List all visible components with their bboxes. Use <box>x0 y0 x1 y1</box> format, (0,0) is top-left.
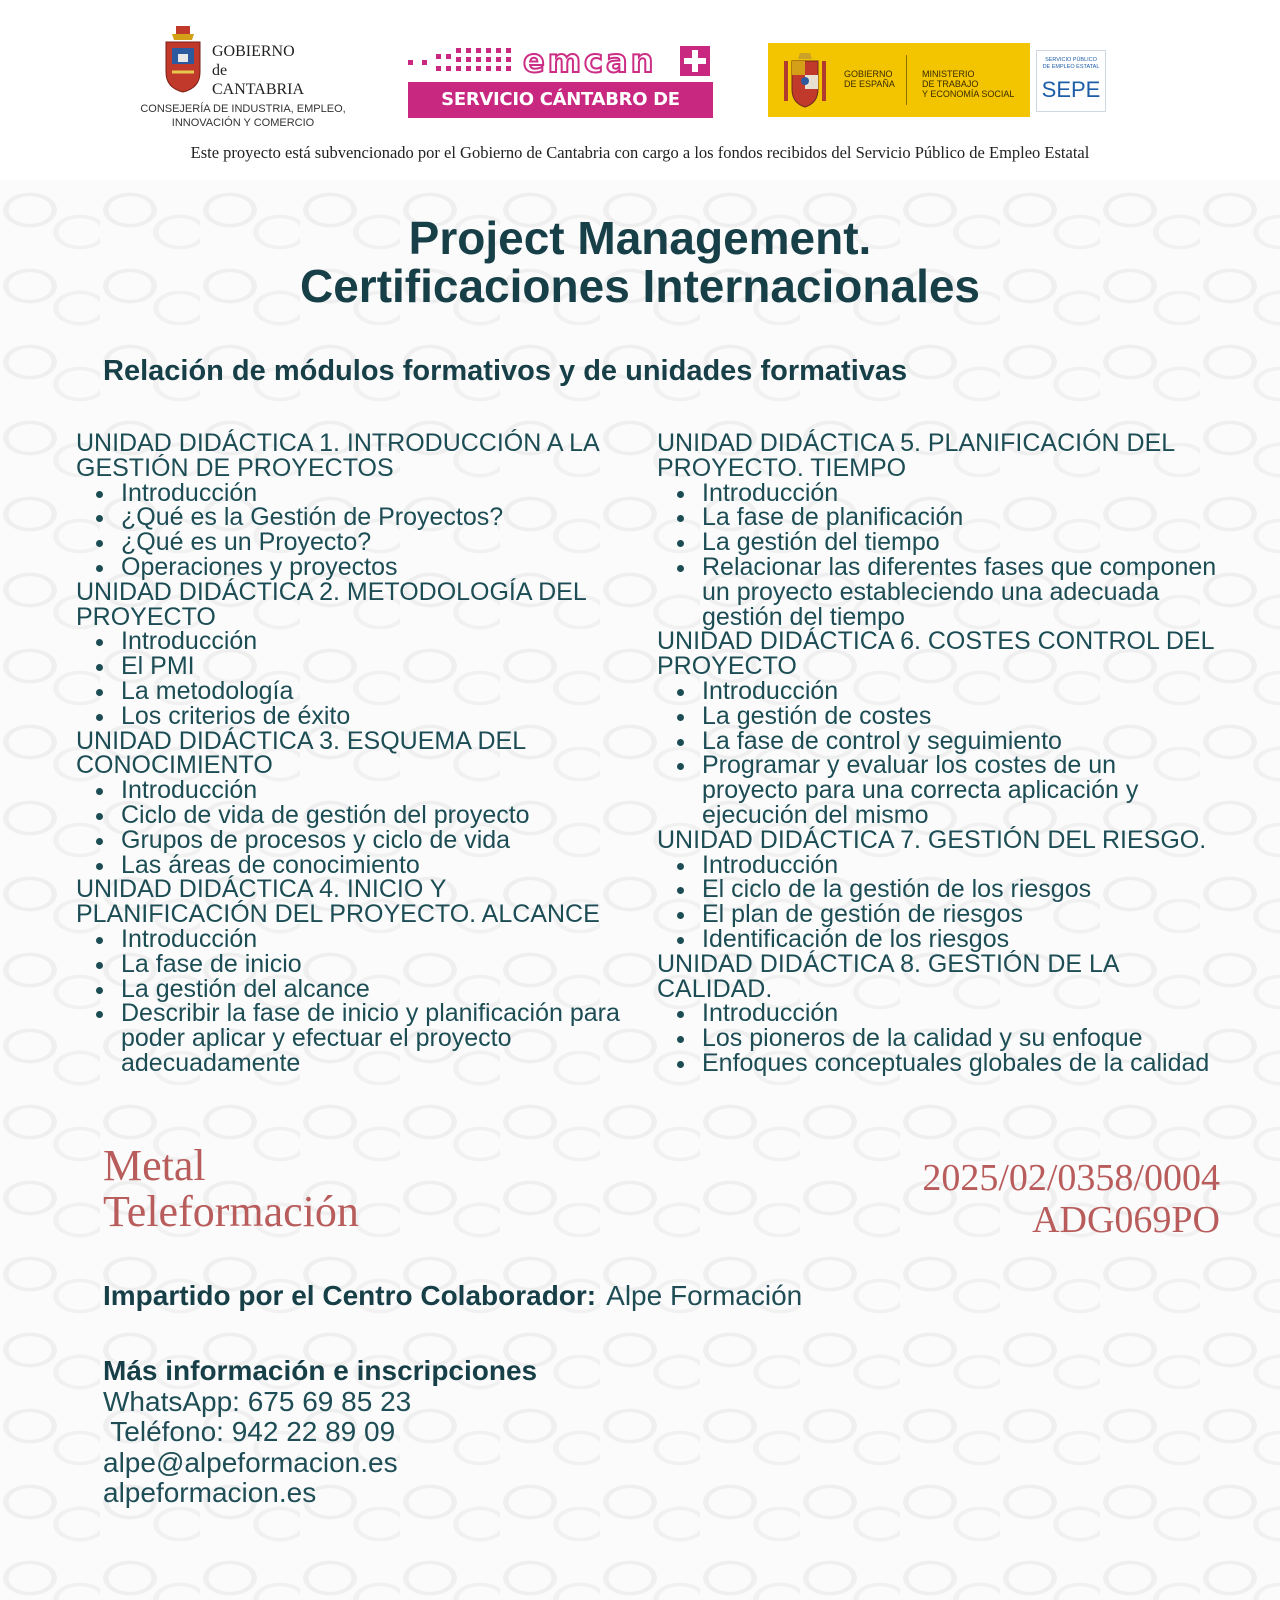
list-item <box>121 478 636 507</box>
unit-topic-list <box>657 850 1217 953</box>
bullet-icon <box>96 788 103 795</box>
bullet-icon <box>677 515 684 522</box>
bullet-icon <box>96 689 103 696</box>
logo-divider <box>906 55 907 105</box>
list-item <box>702 902 1217 927</box>
course-code: ADG069PO <box>1032 1199 1220 1241</box>
bullet-icon <box>677 1036 684 1043</box>
unit-topic-list <box>657 1001 1217 1075</box>
cantabria-shield-icon <box>164 26 202 94</box>
list-item <box>121 654 636 679</box>
list-item-text: ¿Qué es la Gestión de Proyectos? <box>121 503 504 532</box>
list-item <box>121 825 636 854</box>
list-item-text: La gestión del tiempo <box>702 528 940 557</box>
list-item-text: Operaciones y proyectos <box>121 552 398 581</box>
gobierno-cantabria-logo <box>128 22 358 130</box>
unit-block <box>76 431 636 580</box>
list-item-text: La gestión de costes <box>702 701 932 730</box>
unit-title: UNIDAD DIDÁCTICA 3. ESQUEMA DEL CONOCIMIENTO <box>76 726 526 780</box>
course-title <box>0 214 1280 310</box>
list-item-text: El PMI <box>121 652 195 681</box>
emcan-service-name: SERVICIO CÁNTABRO DE EMPLEO <box>408 82 713 118</box>
list-item-text: Programar y evaluar los costes de un proyecto para una correcta aplicación y ejecución del mismo <box>702 751 1139 829</box>
bullet-icon <box>677 937 684 944</box>
list-item-text: Introducción <box>121 478 258 507</box>
list-item-text: Relacionar las diferentes fases que componen un proyecto estableciendo una adecuada gestión del tiempo <box>702 552 1217 631</box>
list-item <box>121 505 636 530</box>
gobierno-line-3: CANTABRIA <box>212 81 305 98</box>
course-title-line-1: Project Management. <box>408 212 872 264</box>
list-item <box>702 676 1217 705</box>
list-item <box>702 1026 1217 1051</box>
list-item-text: Enfoques conceptuales globales de la calidad <box>702 1048 1210 1077</box>
bullet-icon <box>96 491 103 498</box>
bullet-icon <box>677 714 684 721</box>
unit-title: UNIDAD DIDÁCTICA 8. GESTIÓN DE LA CALIDAD. <box>657 949 1119 1003</box>
list-item-text: Introducción <box>121 924 258 953</box>
course-title-line-2: Certificaciones Internacionales <box>299 260 981 312</box>
bullet-icon <box>96 1011 103 1018</box>
unit-title: UNIDAD DIDÁCTICA 4. INICIO Y PLANIFICACIÓN DEL PROYECTO. ALCANCE <box>76 875 600 929</box>
unit-block <box>657 825 1217 953</box>
list-item <box>121 701 636 730</box>
list-item-text: La gestión del alcance <box>121 974 370 1003</box>
phone-contact[interactable]: Teléfono: 942 22 89 09 <box>103 1416 396 1447</box>
consejeria-line-2: INNOVACIÓN Y COMERCIO <box>171 117 315 129</box>
contact-heading: Más información e inscripciones <box>103 1355 538 1386</box>
gobierno-cantabria-name <box>212 42 304 99</box>
list-item <box>702 701 1217 730</box>
list-item <box>702 505 1217 530</box>
provider-label: Impartido por el Centro Colaborador: <box>103 1280 597 1311</box>
list-item-text: La metodología <box>121 676 294 705</box>
sepe-subtitle <box>1041 57 1101 71</box>
ministerio-line-2: DE TRABAJO <box>922 79 979 89</box>
list-item-text: Introducción <box>702 676 839 705</box>
bullet-icon <box>96 714 103 721</box>
list-item <box>121 1001 636 1075</box>
bullet-icon <box>677 739 684 746</box>
list-item-text: La fase de control y seguimiento <box>702 726 1062 755</box>
list-item-text: Introducción <box>702 850 839 879</box>
sepe-small-line-2: DE EMPLEO ESTATAL <box>1042 64 1100 70</box>
list-item <box>702 1048 1217 1077</box>
unit-block <box>657 629 1217 827</box>
unit-title: UNIDAD DIDÁCTICA 1. INTRODUCCIÓN A LA GESTIÓN DE PROYECTOS <box>76 429 599 482</box>
list-item-text: Los pioneros de la calidad y su enfoque <box>702 1024 1143 1053</box>
unit-title: UNIDAD DIDÁCTICA 7. GESTIÓN DEL RIESGO. <box>657 825 1207 854</box>
gobierno-espana-text <box>844 69 895 89</box>
consejeria-text <box>128 102 358 130</box>
list-item <box>121 974 636 1003</box>
list-item-text: La fase de planificación <box>702 503 964 532</box>
list-item-text: Introducción <box>702 478 839 507</box>
list-item <box>702 726 1217 755</box>
list-item <box>702 530 1217 555</box>
bullet-icon <box>96 863 103 870</box>
whatsapp-contact[interactable]: WhatsApp: 675 69 85 23 <box>103 1385 412 1417</box>
spain-coat-of-arms-icon <box>780 51 830 109</box>
contact-block <box>103 1356 537 1509</box>
list-item <box>702 1001 1217 1026</box>
bullet-icon <box>677 540 684 547</box>
list-item-text: Describir la fase de inicio y planificación para poder aplicar y efectuar el proyecto adecuadamente <box>121 999 620 1077</box>
bullet-icon <box>96 639 103 646</box>
list-item-text: El ciclo de la gestión de los riesgos <box>702 875 1092 904</box>
gobierno-line-1: GOBIERNO <box>212 43 295 60</box>
consejeria-line-1: CONSEJERÍA DE INDUSTRIA, EMPLEO, <box>140 103 346 115</box>
emcan-plus-icon <box>680 46 710 76</box>
provider-line <box>103 1280 802 1312</box>
gobierno-espana-logo <box>768 43 1030 117</box>
bullet-icon <box>96 937 103 944</box>
unit-block <box>76 577 636 730</box>
sepe-wordmark: SEPE <box>1041 77 1101 102</box>
course-codes <box>922 1157 1220 1241</box>
list-item <box>121 676 636 705</box>
email-link[interactable]: alpe@alpeformacion.es <box>103 1446 398 1478</box>
header-logos <box>0 0 1280 180</box>
unit-title: UNIDAD DIDÁCTICA 5. PLANIFICACIÓN DEL PROYECTO. TIEMPO <box>657 429 1175 482</box>
ministerio-line-3: Y ECONOMÍA SOCIAL <box>922 89 1015 99</box>
unit-block <box>76 877 636 1075</box>
unit-topic-list <box>76 924 636 1077</box>
website-link[interactable]: alpeformacion.es <box>103 1477 317 1508</box>
bullet-icon <box>96 962 103 969</box>
ministerio-text <box>922 69 1014 99</box>
units-right-column <box>657 431 1217 1076</box>
unit-title: UNIDAD DIDÁCTICA 2. METODOLOGÍA DEL PROYECTO <box>76 577 586 631</box>
bullet-icon <box>96 838 103 845</box>
bullet-icon <box>96 515 103 522</box>
section-subtitle: Relación de módulos formativos y de unidades formativas <box>103 355 908 387</box>
bullet-icon <box>96 565 103 572</box>
bullet-icon <box>96 664 103 671</box>
bullet-icon <box>677 565 684 572</box>
list-item <box>121 949 636 978</box>
emcan-logo <box>408 42 713 146</box>
bullet-icon <box>677 763 684 770</box>
list-item <box>121 629 636 654</box>
list-item-text: La fase de inicio <box>121 949 302 978</box>
sector-modality <box>103 1143 359 1235</box>
unit-topic-list <box>76 629 636 728</box>
list-item-text: Grupos de procesos y ciclo de vida <box>121 825 511 854</box>
provider-name: Alpe Formación <box>606 1280 803 1311</box>
sepe-logo <box>1036 50 1106 112</box>
unit-topic-list <box>76 778 636 877</box>
list-item <box>121 778 636 803</box>
bullet-icon <box>677 491 684 498</box>
list-item <box>702 924 1217 953</box>
list-item <box>702 478 1217 507</box>
modality-label: Teleformación <box>103 1187 359 1236</box>
bullet-icon <box>96 540 103 547</box>
emcan-pixel-pattern-icon <box>408 48 518 78</box>
unit-topic-list <box>657 676 1217 829</box>
list-item-text: Los criterios de éxito <box>121 701 351 730</box>
unit-block <box>76 726 636 879</box>
list-item <box>702 850 1217 879</box>
bullet-icon <box>96 813 103 820</box>
sepe-small-line-1: SERVICIO PÚBLICO <box>1045 57 1097 63</box>
bullet-icon <box>677 912 684 919</box>
sector-label: Metal <box>103 1141 206 1190</box>
list-item <box>121 552 636 581</box>
ministerio-line-1: MINISTERIO <box>922 69 975 79</box>
unit-topic-list <box>657 478 1217 631</box>
list-item <box>702 877 1217 902</box>
list-item <box>121 800 636 829</box>
units-left-column <box>76 431 636 1076</box>
list-item <box>702 753 1217 827</box>
file-code: 2025/02/0358/0004 <box>922 1157 1220 1199</box>
list-item-text: Las áreas de conocimiento <box>121 850 420 879</box>
bullet-icon <box>677 887 684 894</box>
list-item-text: El plan de gestión de riesgos <box>702 900 1024 929</box>
list-item-text: Ciclo de vida de gestión del proyecto <box>121 800 530 829</box>
unit-topic-list <box>76 478 636 581</box>
espana-line-1: GOBIERNO <box>844 69 893 79</box>
list-item <box>121 850 636 879</box>
list-item <box>121 530 636 555</box>
unit-block <box>657 949 1217 1077</box>
emcan-wordmark: emcan <box>523 42 657 80</box>
list-item-text: ¿Qué es un Proyecto? <box>121 528 372 557</box>
list-item-text: Introducción <box>702 999 839 1028</box>
espana-line-2: DE ESPAÑA <box>844 79 895 89</box>
list-item-text: Introducción <box>121 627 258 656</box>
subsidy-notice: Este proyecto está subvencionado por el Gobierno de Cantabria con cargo a los fondos recibidos del Servicio Público de Empleo Estatal <box>190 143 1090 162</box>
gobierno-line-2: de <box>212 62 228 79</box>
list-item-text: Identificación de los riesgos <box>702 924 1010 953</box>
list-item <box>121 924 636 953</box>
bullet-icon <box>677 689 684 696</box>
unit-title: UNIDAD DIDÁCTICA 6. COSTES CONTROL DEL PROYECTO <box>657 627 1214 681</box>
list-item <box>702 552 1217 631</box>
unit-block <box>657 431 1217 629</box>
bullet-icon <box>677 1011 684 1018</box>
bullet-icon <box>96 987 103 994</box>
bullet-icon <box>677 1061 684 1068</box>
bullet-icon <box>677 863 684 870</box>
list-item-text: Introducción <box>121 776 258 805</box>
